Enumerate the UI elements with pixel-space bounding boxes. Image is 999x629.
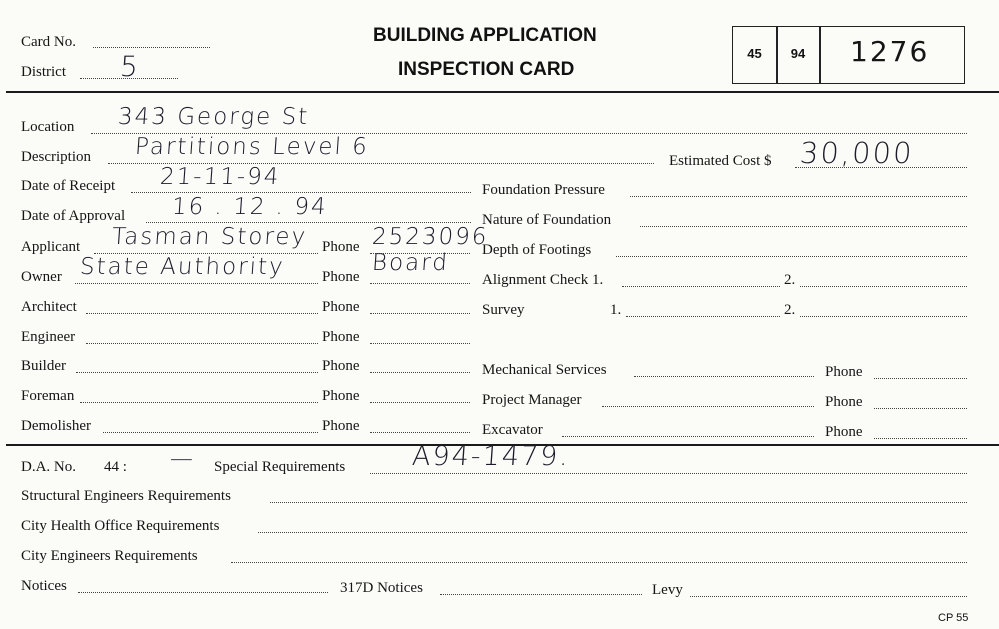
description-value: Partitions Level 6	[134, 134, 370, 160]
demolisher-field[interactable]	[103, 432, 318, 433]
code-box-divider	[819, 27, 821, 83]
builder-phone-label: Phone	[322, 358, 360, 374]
owner-phone-value: Board	[371, 250, 450, 276]
levy-field[interactable]	[690, 596, 967, 597]
builder-field[interactable]	[76, 372, 318, 373]
alignment-check-2-label: 2.	[784, 272, 796, 288]
location-label: Location	[21, 119, 75, 135]
nature-foundation-label: Nature of Foundation	[482, 212, 612, 228]
structural-label: Structural Engineers Requirements	[21, 488, 231, 504]
architect-phone-label: Phone	[322, 299, 360, 315]
excavator-phone-field[interactable]	[874, 438, 967, 439]
nature-foundation-field[interactable]	[640, 226, 967, 227]
project-manager-label: Project Manager	[482, 392, 582, 408]
da-no-value: —	[169, 446, 196, 472]
estimated-cost-value: 30,000	[798, 136, 915, 170]
excavator-label: Excavator	[482, 422, 543, 438]
health-label: City Health Office Requirements	[21, 518, 220, 534]
architect-phone-field[interactable]	[370, 313, 470, 314]
card-no-field[interactable]	[93, 47, 210, 48]
title-line1: BUILDING APPLICATION	[373, 25, 597, 46]
architect-label: Architect	[21, 299, 77, 315]
notices-317d-field[interactable]	[440, 594, 642, 595]
special-requirements-label: Special Requirements	[214, 459, 346, 475]
health-field[interactable]	[258, 532, 967, 533]
mechanical-phone-field[interactable]	[874, 378, 967, 379]
demolisher-label: Demolisher	[21, 418, 91, 434]
excavator-field[interactable]	[562, 436, 814, 437]
card-number: 1276	[850, 35, 930, 68]
applicant-phone-label: Phone	[322, 239, 360, 255]
survey-2-label: 2.	[784, 302, 796, 318]
builder-label: Builder	[21, 358, 66, 374]
builder-phone-field[interactable]	[370, 372, 470, 373]
date-receipt-value: 21-11-94	[159, 164, 282, 190]
project-manager-phone-field[interactable]	[874, 408, 967, 409]
form-code: CP 55	[938, 612, 969, 624]
owner-phone-field[interactable]	[370, 283, 470, 284]
structural-field[interactable]	[270, 502, 967, 503]
special-requirements-field[interactable]	[370, 473, 967, 474]
foreman-phone-field[interactable]	[370, 402, 470, 403]
engineer-field[interactable]	[86, 343, 318, 344]
card-no-label: Card No.	[21, 34, 76, 50]
applicant-label: Applicant	[21, 239, 81, 255]
code-box-b: 94	[790, 46, 806, 61]
da-no-label: D.A. No.	[21, 459, 76, 475]
location-value: 343 George St	[117, 104, 311, 130]
applicant-value: Tasman Storey	[111, 224, 309, 250]
foundation-pressure-label: Foundation Pressure	[482, 182, 605, 198]
project-manager-field[interactable]	[602, 406, 814, 407]
mechanical-label: Mechanical Services	[482, 362, 607, 378]
foundation-pressure-field[interactable]	[630, 196, 967, 197]
foreman-label: Foreman	[21, 388, 75, 404]
date-approval-field[interactable]	[146, 222, 471, 223]
engineer-label: Engineer	[21, 329, 76, 345]
district-value: 5	[118, 50, 142, 83]
estimated-cost-label: Estimated Cost $	[669, 153, 772, 169]
city-engineers-label: City Engineers Requirements	[21, 548, 198, 564]
owner-label: Owner	[21, 269, 62, 285]
mechanical-field[interactable]	[634, 376, 814, 377]
levy-label: Levy	[652, 582, 683, 598]
survey-1-label: 1.	[610, 302, 622, 318]
code-box-a: 45	[747, 46, 762, 61]
district-label: District	[21, 64, 66, 80]
project-manager-phone-label: Phone	[825, 394, 863, 410]
special-requirements-value: A94-1479.	[410, 441, 571, 472]
owner-field[interactable]	[75, 283, 318, 284]
notices-317d-label: 317D Notices	[340, 580, 423, 596]
alignment-check-label: Alignment Check 1.	[482, 272, 604, 288]
survey-2-field[interactable]	[800, 316, 967, 317]
notices-label: Notices	[21, 578, 67, 594]
description-label: Description	[21, 149, 91, 165]
demolisher-phone-label: Phone	[322, 418, 360, 434]
excavator-phone-label: Phone	[825, 424, 863, 440]
mechanical-phone-label: Phone	[825, 364, 863, 380]
divider	[6, 91, 999, 93]
alignment-check-1-field[interactable]	[622, 286, 780, 287]
date-approval-label: Date of Approval	[21, 208, 126, 224]
owner-phone-label: Phone	[322, 269, 360, 285]
engineer-phone-field[interactable]	[370, 343, 470, 344]
date-receipt-field[interactable]	[131, 192, 471, 193]
date-approval-value: 16 . 12 . 94	[171, 194, 329, 220]
architect-field[interactable]	[86, 313, 318, 314]
demolisher-phone-field[interactable]	[370, 432, 470, 433]
date-receipt-label: Date of Receipt	[21, 178, 116, 194]
owner-value: State Authority	[79, 254, 286, 280]
survey-1-field[interactable]	[626, 316, 780, 317]
applicant-phone-value: 2523096	[371, 224, 490, 250]
notices-field[interactable]	[78, 592, 328, 593]
depth-footings-label: Depth of Footings	[482, 242, 592, 258]
city-engineers-field[interactable]	[231, 562, 967, 563]
alignment-check-2-field[interactable]	[800, 286, 967, 287]
da-no-prefix: 44 :	[104, 459, 127, 475]
depth-footings-field[interactable]	[616, 256, 967, 257]
foreman-field[interactable]	[80, 402, 318, 403]
engineer-phone-label: Phone	[322, 329, 360, 345]
title-line2: INSPECTION CARD	[398, 59, 575, 80]
survey-label: Survey	[482, 302, 525, 318]
foreman-phone-label: Phone	[322, 388, 360, 404]
